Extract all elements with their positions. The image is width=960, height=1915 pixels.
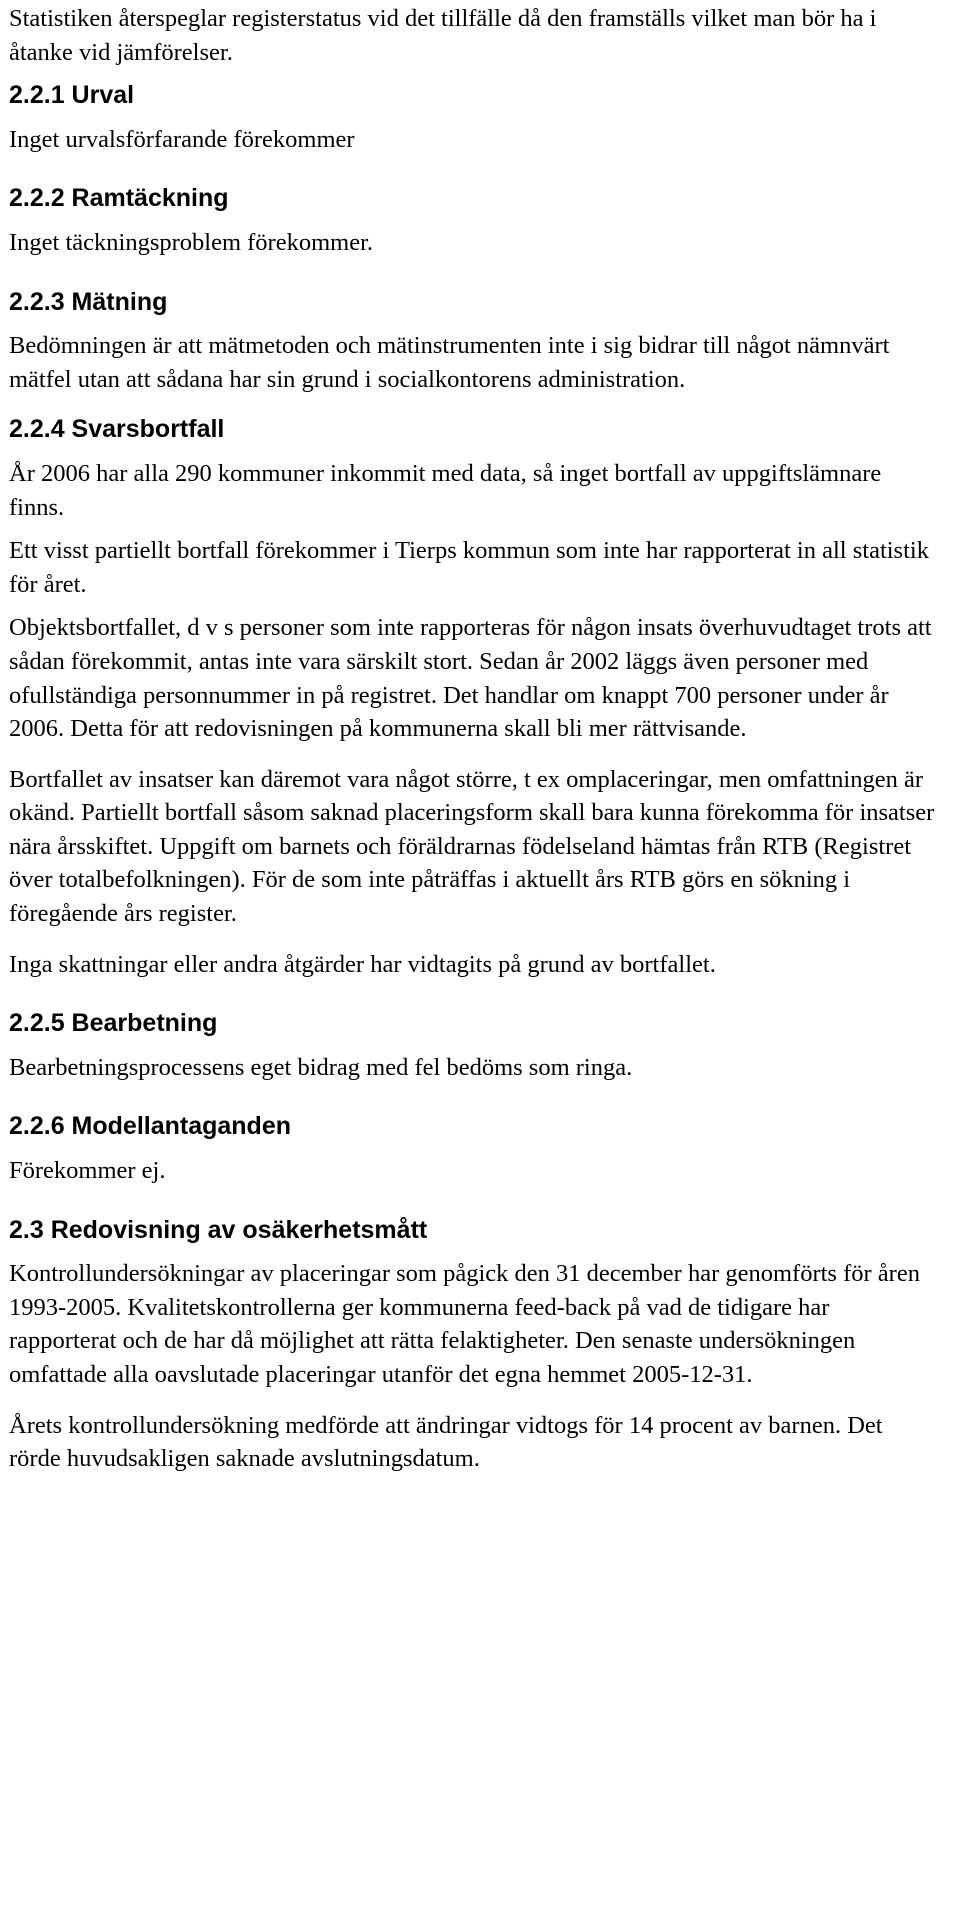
svarsbortfall-paragraph-2: Ett visst partiellt bortfall förekommer i Tierps kommun som inte har rapporterat in all statistik för året.: [9, 537, 929, 598]
svarsbortfall-paragraph-5: Inga skattningar eller andra åtgärder har vidtagits på grund av bortfallet.: [9, 950, 716, 978]
heading-ramtackning: 2.2.2 Ramtäckning: [9, 184, 229, 213]
heading-matning: 2.2.3 Mätning: [9, 287, 168, 316]
document-page: [9, 0, 939, 1476]
modellantaganden-text: Förekommer ej.: [9, 1157, 166, 1185]
heading-modellantaganden: 2.2.6 Modellantaganden: [9, 1112, 292, 1141]
heading-redovisning: 2.3 Redovisning av osäkerhetsmått: [9, 1215, 428, 1244]
heading-urval: 2.2.1 Urval: [9, 81, 135, 110]
matning-text: Bedömningen är att mätmetoden och mätinstrumenten inte i sig bidrar till något nämnvärt mätfel utan att sådana har sin grund i socialkontorens administration.: [9, 332, 890, 393]
heading-bearbetning: 2.2.5 Bearbetning: [9, 1009, 218, 1038]
bearbetning-text: Bearbetningsprocessens eget bidrag med fel bedöms som ringa.: [9, 1053, 633, 1081]
svarsbortfall-paragraph-4: Bortfallet av insatser kan däremot vara något större, t ex omplaceringar, men omfattningen är okänd. Partiellt bortfall såsom saknad placeringsform skall bara kunna förekomma för insatser nära årsskiftet. Uppgift om barnets och föräldrarnas födelseland hämtas från RTB (Registret över totalbefolkningen). För de som inte påträffas i aktuellt års RTB görs en sökning i föregående års register.: [9, 765, 935, 928]
svarsbortfall-paragraph-3: Objektsbortfallet, d v s personer som inte rapporteras för någon insats överhuvudtaget trots att sådan förekommit, antas inte vara särskilt stort. Sedan år 2002 läggs även personer med ofullständiga personnummer in på registret. Det handlar om knappt 700 personer under år 2006. Detta för att redovisningen på kommunerna skall bli mer rättvisande.: [9, 614, 932, 743]
redovisning-paragraph-1: Kontrollundersökningar av placeringar som pågick den 31 december har genomförts för åren 1993-2005. Kvalitetskontrollerna ger kommunerna feed-back på vad de tidigare har rapporterat och de har då möjlighet att rätta felaktigheter. Den senaste undersökningen omfattade alla oavslutade placeringar utanför det egna hemmet 2005-12-31.: [9, 1260, 920, 1388]
urval-text: Inget urvalsförfarande förekommer: [9, 125, 355, 153]
ramtackning-text: Inget täckningsproblem förekommer.: [9, 228, 373, 256]
intro-paragraph: Statistiken återspeglar registerstatus vid det tillfälle då den framställs vilket man bör ha i åtanke vid jämförelser.: [9, 5, 877, 66]
svarsbortfall-paragraph-1: År 2006 har alla 290 kommuner inkommit med data, så inget bortfall av uppgiftslämnare finns.: [9, 459, 882, 521]
heading-svarsbortfall: 2.2.4 Svarsbortfall: [9, 415, 225, 444]
redovisning-paragraph-2: Årets kontrollundersökning medförde att ändringar vidtogs för 14 procent av barnen. Det rörde huvudsakligen saknade avslutningsdatum.: [9, 1411, 883, 1473]
